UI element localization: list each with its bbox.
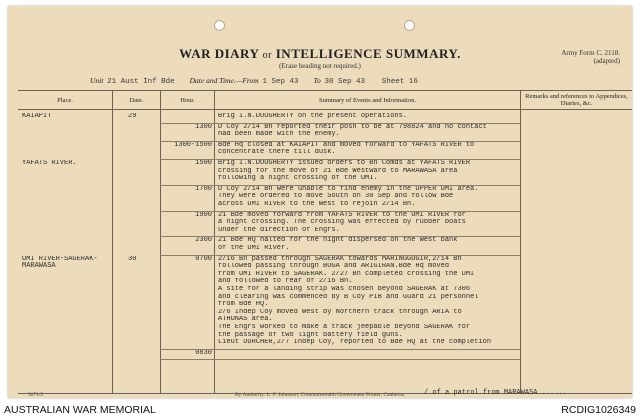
entry-hour: 1700 (195, 185, 212, 193)
punch-hole-left (214, 20, 225, 31)
entry-hour: 2300 (195, 237, 212, 245)
diary-entry (18, 237, 632, 255)
to-date: 30 Sep 43 (324, 78, 365, 86)
entry-summary-line: Bde Hq closed at KAIAPIT and moved forward to YAFATS RIVER to (218, 141, 475, 149)
entry-hour: 0830 (195, 349, 212, 357)
punch-hole-right (404, 20, 415, 31)
entry-summary-line: 21 Bde HQ halted for the night dispersed on the West bank (218, 237, 458, 245)
form-subtitle: (Erase heading not required.) (279, 62, 361, 70)
unit-date-line (90, 76, 418, 86)
entry-summary-line: 2/6 Indep Coy moved West by Northern track through ARIA to (218, 308, 462, 316)
entry-summary-line: and clearing was commenced by B Coy PIB and Guard 21 personnel (218, 293, 479, 301)
row-rule (160, 359, 520, 360)
column-header-date: Date. (113, 91, 160, 110)
entry-summary-line: Lieut DURCHER,2/7 Indep Coy, reported to Bde HQ at the completion (218, 339, 492, 347)
unit-label: Unit (90, 76, 104, 85)
form-title (8, 46, 632, 62)
record-id: RCDIG1026349 (561, 404, 636, 416)
title-intelligence-summary: INTELLIGENCE SUMMARY. (275, 46, 461, 61)
entry-summary-line: 2/16 Bn passed through SAGERAK towards MARINGGUGIR,2/14 Bn (218, 255, 462, 263)
entry-place: YAFATS RIVER. (22, 160, 77, 167)
entry-summary-line: 21 Bde moved forward from YAFATS RIVER to the UMI RIVER for (218, 211, 466, 219)
entry-date: 29 (128, 113, 137, 120)
column-header-summary: Summary of Events and Information. (215, 91, 520, 110)
sheet-number: Sheet 16 (381, 78, 418, 86)
army-form-adapted: (adapted) (593, 57, 620, 65)
entry-summary-line: Brig I.N.DOUGHERTY on the present operations. (218, 113, 408, 120)
continuation-note: / of a patrol from MARAWASA ...... (424, 389, 567, 397)
entry-summary-line: from UMI RIVER to SAGERAK. 2/27 Bn completed crossing the UMI (218, 270, 475, 278)
entry-summary-line: the passage of two light battery field guns. (218, 331, 403, 339)
entry-summary-line: following a night crossing of the UMI. (218, 175, 378, 183)
entry-summary-line: and followed to rear of 2/16 Bn. (218, 278, 353, 286)
diary-entry (18, 142, 632, 160)
entry-summary-line: across UMI RIVER to the West to rejoin 2/14 Bn. (218, 200, 416, 208)
war-diary-sheet (8, 6, 632, 398)
army-form-number (561, 49, 620, 65)
diary-entry (18, 256, 632, 350)
entry-summary-line: A site for a landing strip was chosen beyond SAGERAK at 7306 (218, 285, 471, 293)
from-date: 1 Sep 43 (262, 78, 299, 86)
column-header-hour: Hour. (161, 91, 214, 110)
diary-entry (18, 350, 632, 361)
column-header-remarks: Remarks and references to Appendices, Diaries, &c. (521, 91, 632, 110)
entry-summary-line: The Engrs worked to make a track jeepable beyond SAGERAK for (218, 323, 471, 331)
entry-summary-line: They were ordered to move South on 30 Sep and follow Bde (218, 193, 454, 201)
entry-summary-line: D Coy 2/14 Bn reported their posn to be at 798824 and no contact (218, 123, 487, 131)
diary-entry (18, 212, 632, 238)
diary-entry (18, 160, 632, 186)
entry-summary-line: ATHUNAS area. (218, 316, 273, 324)
entry-hour: 0700 (195, 255, 212, 263)
entry-summary-line: a night crossing. The crossing was effected by rubber boats (218, 219, 466, 227)
column-header-place: Place. (18, 91, 112, 110)
printer-code: 5671/2 (28, 392, 44, 398)
unit-value: 21 Aust Inf Bde (107, 78, 175, 86)
entry-summary-line: concentrate there till dusk. (218, 149, 336, 157)
entry-hour: 1300 (195, 123, 212, 131)
entry-summary-line: of the UMI River. (218, 244, 290, 252)
title-or: or (262, 50, 272, 61)
entry-place: UMI RIVER-SAGERAK-MARAWASA (22, 255, 98, 271)
entry-summary-line: followed passing through BOGA and ARIGIRAN.Bde Hq moved (218, 263, 450, 271)
entry-summary-line: D Coy 2/14 Bn were unable to find enemy in the UPPER UMI area. (218, 185, 479, 193)
entry-date: 30 (128, 255, 137, 263)
archive-credit: AUSTRALIAN WAR MEMORIAL (4, 404, 156, 416)
army-form-code: Army Form C. 2118. (561, 49, 620, 57)
entry-summary-line: from Bde HQ. (218, 301, 269, 309)
entry-summary-line: had been made with the enemy. (218, 131, 340, 139)
diary-entry (18, 186, 632, 212)
entry-summary-line: Brig I.N.DOUGHERTY issued orders to Bn Comds at YAFATS RIVER (218, 160, 471, 167)
entry-hour: 1500 (195, 160, 212, 167)
entry-summary-line: crossing for the move of 21 Bde Westward to MARAWASA area (218, 167, 458, 175)
date-label: Date and Time.—From (189, 76, 259, 85)
diary-entry (18, 124, 632, 142)
entry-hour: 1300-1500 (174, 141, 212, 149)
entry-summary-line: under the direction of Engrs. (218, 226, 340, 234)
entry-hour: 1900 (195, 211, 212, 219)
entry-place: KAIAPIT (22, 113, 52, 120)
to-label: To (313, 76, 321, 85)
diary-table (18, 90, 632, 394)
diary-entry (18, 113, 632, 124)
printer-note: By Authority: L. F. Johnston, Commonwealth Government Printer, Canberra. (235, 392, 405, 398)
title-war-diary: WAR DIARY (179, 46, 259, 61)
